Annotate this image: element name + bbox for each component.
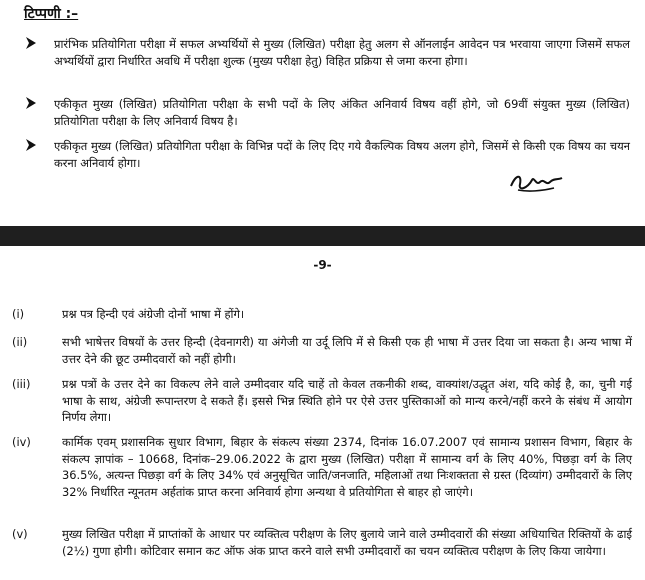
page-upper-section bbox=[0, 0, 645, 224]
notes-heading: टिप्पणी :– bbox=[24, 6, 79, 22]
note-text: एकीकृत मुख्य (लिखित) प्रतियोगिता परीक्षा के विभिन्न पदों के लिए दिए गये वैकल्पिक विषय अलग होगे, जिसमें से किसी एक विषय का चयन करना अनिवार्य होगा। bbox=[54, 139, 630, 170]
item-marker: (iii) bbox=[12, 377, 31, 391]
list-item-3 bbox=[12, 376, 632, 426]
item-text: कार्मिक एवम् प्रशासनिक सुधार विभाग, बिहार के संकल्प संख्या 2374, दिनांक 16.07.2007 एवं सामान्य प्रशासन विभाग, बिहार के संकल्प ज्ञापांक – 10668, दिनांक–29.06.2022 के द्वारा मुख्य (लिखित) परीक्षा में सामान्य वर्ग के लिए 40%, पिछड़ा वर्ग के लिए 36.5%, अत्यन्त पिछड़ा वर्ग के लिए 34% एवं अनुसूचित जाति/जनजाति, महिलाओं तथा निःशक्तता से ग्रस्त (दिव्यांग) उम्मीदवारों के लिए 32% निर्धारित न्यूनतम अर्हतांक प्राप्त करना अनिवार्य होगा अन्यथा वे प्रतियोगिता से बाहर हो जाएंगे। bbox=[62, 435, 632, 499]
item-text: सभी भाषेत्तर विषयों के उत्तर हिन्दी (देवनागरी) या अंगेजी या उर्दू लिपि में से किसी एक ही भाषा में उत्तर दिया जा सकता है। अन्य भाषा में उत्तर देने की छूट उम्मीदवारों को नहीं होगी। bbox=[62, 335, 632, 366]
page-number: -9- bbox=[313, 258, 332, 272]
item-marker: (i) bbox=[12, 307, 25, 321]
item-text: मुख्य लिखित परीक्षा में प्राप्तांकों के आधार पर व्यक्तित्व परीक्षण के लिए बुलाये जाने वाले उम्मीदवारों की संख्या अधियाचित रिक्तियों के ढाई (2½) गुणा होगी। कोटिवार समान कट ऑफ अंक प्राप्त करने वाले सभी उम्मीदवारों का चयन व्यक्तित्व परीक्षण के लिए किया जायेगा। bbox=[62, 527, 632, 558]
note-bullet-1 bbox=[24, 36, 630, 86]
arrow-bullet-icon bbox=[24, 138, 38, 152]
note-text: एकीकृत मुख्य (लिखित) प्रतियोगिता परीक्षा के सभी पदों के लिए अंकित अनिवार्य विषय वहीं होगे, जो 69वीं संयुक्त मुख्य (लिखित) प्रतियोगिता परीक्षा के लिए अनिवार्य विषय है। bbox=[54, 97, 630, 128]
note-bullet-3 bbox=[24, 138, 630, 172]
item-marker: (ii) bbox=[12, 335, 28, 349]
note-text: प्रारंभिक प्रतियोगिता परीक्षा में सफल अभ्यर्थियों से मुख्य (लिखित) परीक्षा हेतु अलग से ऑनलाईन आवेदन पत्र भरवाया जाएगा जिसमें सफल अभ्यर्थियों द्वारा निर्धारित अवधि में परीक्षा शुल्क (मुख्य परीक्षा हेतु) विहित प्रक्रिया से जमा करना होगा। bbox=[54, 37, 630, 68]
item-text: प्रश्न पत्रों के उत्तर देने का विकल्प लेने वाले उम्मीदवार यदि चाहें तो केवल तकनीकी शब्द, वाक्यांश/उद्धृत अंश, यदि कोई है, का, चुनी गई भाषा के साथ, अंग्रेजी रूपान्तरण दे सकते हैं। इससे भिन्न स्थिति होने पर ऐसे उत्तर पुस्तिकाओं को मान्य करने/नहीं करने के संबंध में आयोग निर्णय लेगा। bbox=[62, 377, 632, 424]
list-item-2 bbox=[12, 334, 632, 368]
list-item-1 bbox=[12, 306, 632, 324]
note-bullet-2 bbox=[24, 96, 630, 130]
list-item-4 bbox=[12, 434, 632, 518]
item-marker: (iv) bbox=[12, 435, 31, 449]
item-marker: (v) bbox=[12, 527, 28, 541]
arrow-bullet-icon bbox=[24, 36, 38, 50]
list-item-5 bbox=[12, 526, 632, 576]
item-text: प्रश्न पत्र हिन्दी एवं अंग्रेजी दोनों भाषा में होंगे। bbox=[62, 307, 245, 321]
arrow-bullet-icon bbox=[24, 96, 38, 110]
signature-icon bbox=[508, 168, 564, 196]
page-divider bbox=[0, 226, 645, 246]
